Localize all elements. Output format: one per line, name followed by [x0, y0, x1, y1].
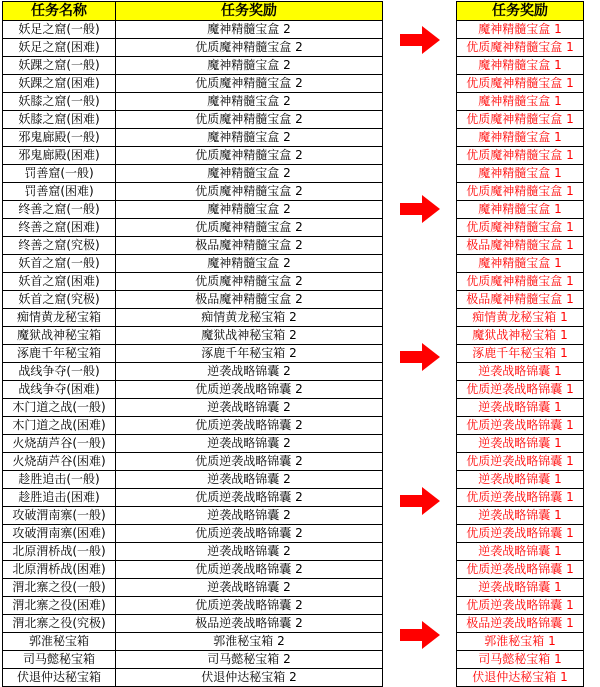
table-row	[457, 651, 584, 669]
table-header-row	[3, 2, 383, 21]
new-reward-cell: 逆袭战略锦囊 1	[457, 579, 584, 597]
table-row	[457, 507, 584, 525]
table-row	[3, 75, 383, 93]
task-name-cell: 罚善窟(困难)	[3, 183, 116, 201]
table-row	[457, 363, 584, 381]
task-name-cell: 伏退仲达秘宝箱	[3, 669, 116, 687]
task-reward-cell: 伏退仲达秘宝箱 2	[116, 669, 383, 687]
task-reward-cell: 逆袭战略锦囊 2	[116, 507, 383, 525]
task-name-cell: 妖踝之窟(困难)	[3, 75, 116, 93]
table-row	[457, 57, 584, 75]
new-reward-cell: 魔神精髓宝盒 1	[457, 57, 584, 75]
new-reward-cell: 司马懿秘宝箱 1	[457, 651, 584, 669]
new-reward-cell: 魔神精髓宝盒 1	[457, 201, 584, 219]
table-row	[3, 291, 383, 309]
new-reward-cell: 优质魔神精髓宝盒 1	[457, 219, 584, 237]
task-reward-cell: 痴情黄龙秘宝箱 2	[116, 309, 383, 327]
table-row	[457, 543, 584, 561]
task-reward-cell: 优质魔神精髓宝盒 2	[116, 39, 383, 57]
task-reward-cell: 优质逆袭战略锦囊 2	[116, 417, 383, 435]
task-reward-cell: 优质魔神精髓宝盒 2	[116, 273, 383, 291]
table-row	[3, 111, 383, 129]
task-reward-cell: 极品魔神精髓宝盒 2	[116, 291, 383, 309]
task-reward-cell: 魔狱战神秘宝箱 2	[116, 327, 383, 345]
task-reward-cell: 魔神精髓宝盒 2	[116, 21, 383, 39]
table-row	[457, 219, 584, 237]
task-name-cell: 趁胜追击(一般)	[3, 471, 116, 489]
new-reward-cell: 优质逆袭战略锦囊 1	[457, 453, 584, 471]
task-name-cell: 妖足之窟(困难)	[3, 39, 116, 57]
new-reward-cell: 优质逆袭战略锦囊 1	[457, 381, 584, 399]
table-row	[457, 93, 584, 111]
new-reward-cell: 优质逆袭战略锦囊 1	[457, 417, 584, 435]
table-row	[3, 93, 383, 111]
table-row	[3, 525, 383, 543]
table-row	[457, 597, 584, 615]
task-reward-cell: 极品魔神精髓宝盒 2	[116, 237, 383, 255]
task-name-cell: 战线争夺(一般)	[3, 363, 116, 381]
table-row	[3, 309, 383, 327]
task-reward-cell: 逆袭战略锦囊 2	[116, 579, 383, 597]
new-reward-cell: 逆袭战略锦囊 1	[457, 399, 584, 417]
table-row	[457, 561, 584, 579]
task-reward-cell: 逆袭战略锦囊 2	[116, 363, 383, 381]
new-reward-cell: 郭淮秘宝箱 1	[457, 633, 584, 651]
right-arrow-icon	[400, 195, 440, 223]
task-reward-cell: 逆袭战略锦囊 2	[116, 435, 383, 453]
task-name-cell: 妖膝之窟(困难)	[3, 111, 116, 129]
table-header-row	[457, 2, 584, 21]
task-reward-cell: 司马懿秘宝箱 2	[116, 651, 383, 669]
task-name-cell: 妖首之窟(一般)	[3, 255, 116, 273]
task-reward-cell: 优质逆袭战略锦囊 2	[116, 489, 383, 507]
new-reward-cell: 优质魔神精髓宝盒 1	[457, 273, 584, 291]
task-reward-cell: 优质逆袭战略锦囊 2	[116, 381, 383, 399]
table-row	[457, 201, 584, 219]
task-reward-cell: 魔神精髓宝盒 2	[116, 129, 383, 147]
table-row	[3, 489, 383, 507]
new-reward-cell: 魔神精髓宝盒 1	[457, 255, 584, 273]
right-arrow-icon	[400, 621, 440, 649]
new-reward-cell: 逆袭战略锦囊 1	[457, 471, 584, 489]
new-reward-cell: 极品魔神精髓宝盒 1	[457, 291, 584, 309]
table-row	[3, 147, 383, 165]
table-row	[3, 435, 383, 453]
table-row	[457, 633, 584, 651]
table-row	[457, 417, 584, 435]
new-reward-cell: 极品魔神精髓宝盒 1	[457, 237, 584, 255]
table-row	[3, 381, 383, 399]
table-row	[3, 237, 383, 255]
table-row	[457, 471, 584, 489]
task-name-cell: 火烧葫芦谷(一般)	[3, 435, 116, 453]
task-name-cell: 妖首之窟(困难)	[3, 273, 116, 291]
table-row	[3, 129, 383, 147]
new-reward-cell: 逆袭战略锦囊 1	[457, 435, 584, 453]
task-name-cell: 妖首之窟(究极)	[3, 291, 116, 309]
table-row	[3, 615, 383, 633]
new-reward-cell: 优质魔神精髓宝盒 1	[457, 111, 584, 129]
new-reward-cell: 优质魔神精髓宝盒 1	[457, 75, 584, 93]
new-reward-table	[456, 1, 584, 687]
table-row	[457, 309, 584, 327]
new-reward-cell: 魔狱战神秘宝箱 1	[457, 327, 584, 345]
original-reward-table	[2, 1, 383, 687]
right-arrow-icon	[400, 487, 440, 515]
task-name-cell: 木门道之战(一般)	[3, 399, 116, 417]
table-row	[3, 255, 383, 273]
table-row	[457, 525, 584, 543]
table-row	[3, 471, 383, 489]
table-row	[3, 507, 383, 525]
task-name-cell: 渭北寨之役(困难)	[3, 597, 116, 615]
task-reward-cell: 魔神精髓宝盒 2	[116, 255, 383, 273]
task-name-cell: 终善之窟(一般)	[3, 201, 116, 219]
right-arrow-icon	[400, 343, 440, 371]
task-reward-header: 任务奖励	[116, 2, 383, 21]
task-name-header: 任务名称	[3, 2, 116, 21]
table-row	[3, 633, 383, 651]
task-name-cell: 北原渭桥战(困难)	[3, 561, 116, 579]
task-reward-cell: 涿鹿千年秘宝箱 2	[116, 345, 383, 363]
table-row	[457, 147, 584, 165]
table-row	[3, 183, 383, 201]
task-reward-cell: 魔神精髓宝盒 2	[116, 57, 383, 75]
new-reward-cell: 逆袭战略锦囊 1	[457, 507, 584, 525]
task-reward-cell: 逆袭战略锦囊 2	[116, 543, 383, 561]
task-reward-cell: 逆袭战略锦囊 2	[116, 399, 383, 417]
new-reward-cell: 优质逆袭战略锦囊 1	[457, 561, 584, 579]
table-row	[457, 435, 584, 453]
task-name-cell: 战线争夺(困难)	[3, 381, 116, 399]
task-name-cell: 痴情黄龙秘宝箱	[3, 309, 116, 327]
new-reward-cell: 优质逆袭战略锦囊 1	[457, 525, 584, 543]
table-row	[3, 327, 383, 345]
table-row	[3, 651, 383, 669]
task-reward-cell: 优质魔神精髓宝盒 2	[116, 75, 383, 93]
task-name-cell: 涿鹿千年秘宝箱	[3, 345, 116, 363]
task-name-cell: 终善之窟(困难)	[3, 219, 116, 237]
task-name-cell: 木门道之战(困难)	[3, 417, 116, 435]
new-reward-cell: 伏退仲达秘宝箱 1	[457, 669, 584, 687]
table-row	[457, 345, 584, 363]
task-name-cell: 郭淮秘宝箱	[3, 633, 116, 651]
table-row	[3, 417, 383, 435]
table-row	[3, 219, 383, 237]
task-name-cell: 趁胜追击(困难)	[3, 489, 116, 507]
task-name-cell: 攻破渭南寨(困难)	[3, 525, 116, 543]
table-row	[3, 273, 383, 291]
table-row	[457, 255, 584, 273]
task-reward-cell: 优质逆袭战略锦囊 2	[116, 525, 383, 543]
table-row	[457, 75, 584, 93]
task-reward-cell: 魔神精髓宝盒 2	[116, 93, 383, 111]
table-row	[457, 615, 584, 633]
new-reward-cell: 痴情黄龙秘宝箱 1	[457, 309, 584, 327]
new-reward-cell: 魔神精髓宝盒 1	[457, 93, 584, 111]
table-row	[3, 543, 383, 561]
task-name-cell: 火烧葫芦谷(困难)	[3, 453, 116, 471]
task-name-cell: 渭北寨之役(究极)	[3, 615, 116, 633]
table-row	[3, 453, 383, 471]
table-row	[3, 39, 383, 57]
task-name-cell: 罚善窟(一般)	[3, 165, 116, 183]
table-row	[3, 345, 383, 363]
task-reward-cell: 郭淮秘宝箱 2	[116, 633, 383, 651]
task-name-cell: 终善之窟(究极)	[3, 237, 116, 255]
task-name-cell: 魔狱战神秘宝箱	[3, 327, 116, 345]
table-row	[457, 129, 584, 147]
task-name-cell: 妖足之窟(一般)	[3, 21, 116, 39]
task-reward-cell: 优质魔神精髓宝盒 2	[116, 111, 383, 129]
table-row	[3, 165, 383, 183]
table-row	[457, 21, 584, 39]
table-row	[3, 57, 383, 75]
table-row	[457, 111, 584, 129]
table-row	[457, 291, 584, 309]
table-row	[457, 273, 584, 291]
table-row	[3, 597, 383, 615]
table-row	[3, 561, 383, 579]
task-reward-cell: 优质魔神精髓宝盒 2	[116, 219, 383, 237]
task-reward-cell: 优质逆袭战略锦囊 2	[116, 561, 383, 579]
table-row	[3, 579, 383, 597]
table-row	[457, 489, 584, 507]
table-row	[457, 399, 584, 417]
task-reward-cell: 魔神精髓宝盒 2	[116, 165, 383, 183]
new-reward-cell: 优质魔神精髓宝盒 1	[457, 183, 584, 201]
new-reward-cell: 魔神精髓宝盒 1	[457, 21, 584, 39]
new-reward-cell: 逆袭战略锦囊 1	[457, 363, 584, 381]
task-reward-cell: 魔神精髓宝盒 2	[116, 201, 383, 219]
table-row	[457, 579, 584, 597]
new-reward-cell: 魔神精髓宝盒 1	[457, 129, 584, 147]
task-reward-cell: 优质魔神精髓宝盒 2	[116, 183, 383, 201]
task-reward-cell: 极品逆袭战略锦囊 2	[116, 615, 383, 633]
table-row	[3, 201, 383, 219]
task-name-cell: 妖踝之窟(一般)	[3, 57, 116, 75]
task-name-cell: 司马懿秘宝箱	[3, 651, 116, 669]
table-row	[457, 39, 584, 57]
task-name-cell: 妖膝之窟(一般)	[3, 93, 116, 111]
task-reward-cell: 优质逆袭战略锦囊 2	[116, 597, 383, 615]
new-reward-cell: 逆袭战略锦囊 1	[457, 543, 584, 561]
new-reward-cell: 优质魔神精髓宝盒 1	[457, 147, 584, 165]
task-reward-cell: 优质魔神精髓宝盒 2	[116, 147, 383, 165]
table-row	[457, 327, 584, 345]
task-name-cell: 渭北寨之役(一般)	[3, 579, 116, 597]
table-row	[457, 183, 584, 201]
new-reward-header: 任务奖励	[457, 2, 584, 21]
task-reward-cell: 优质逆袭战略锦囊 2	[116, 453, 383, 471]
table-row	[457, 165, 584, 183]
task-name-cell: 邪鬼廊殿(一般)	[3, 129, 116, 147]
right-arrow-icon	[400, 26, 440, 54]
new-reward-cell: 极品逆袭战略锦囊 1	[457, 615, 584, 633]
new-reward-cell: 优质逆袭战略锦囊 1	[457, 489, 584, 507]
table-row	[457, 453, 584, 471]
new-reward-cell: 优质魔神精髓宝盒 1	[457, 39, 584, 57]
table-row	[3, 21, 383, 39]
task-reward-cell: 逆袭战略锦囊 2	[116, 471, 383, 489]
table-row	[3, 399, 383, 417]
task-name-cell: 攻破渭南寨(一般)	[3, 507, 116, 525]
new-reward-cell: 魔神精髓宝盒 1	[457, 165, 584, 183]
table-row	[457, 237, 584, 255]
new-reward-cell: 涿鹿千年秘宝箱 1	[457, 345, 584, 363]
new-reward-cell: 优质逆袭战略锦囊 1	[457, 597, 584, 615]
task-name-cell: 邪鬼廊殿(困难)	[3, 147, 116, 165]
table-row	[457, 381, 584, 399]
table-row	[3, 669, 383, 687]
task-name-cell: 北原渭桥战(一般)	[3, 543, 116, 561]
table-row	[3, 363, 383, 381]
table-row	[457, 669, 584, 687]
